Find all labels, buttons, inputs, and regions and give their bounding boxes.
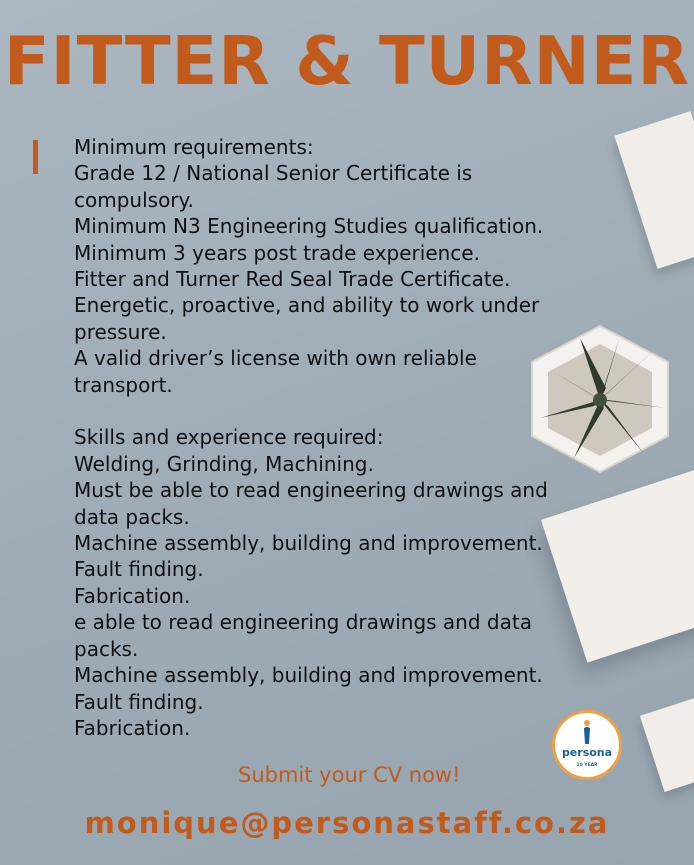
skill-line: packs.: [74, 636, 139, 661]
accent-bar: [33, 140, 38, 174]
paragraph-gap: [74, 398, 574, 424]
page-title: FITTER & TURNER: [3, 22, 691, 100]
requirement-line: Minimum 3 years post trade experience.: [74, 240, 480, 265]
skill-line: data packs.: [74, 504, 190, 529]
persona-logo: [552, 710, 622, 780]
skill-line: Fabrication.: [74, 715, 191, 740]
skill-line: Welding, Grinding, Machining.: [74, 451, 374, 476]
skill-line: Must be able to read engineering drawings and: [74, 478, 548, 503]
skill-line: Fabrication.: [74, 583, 191, 608]
logo-wordmark: persona: [561, 746, 613, 759]
requirement-line: compulsory.: [74, 187, 194, 212]
requirement-line: Grade 12 / National Senior Certificate is: [74, 161, 473, 186]
requirement-line: pressure.: [74, 319, 167, 344]
cta-text: Submit your CV now!: [238, 763, 461, 787]
logo-badge: 10 YEAR: [576, 763, 598, 768]
person-silhouette-icon: [581, 719, 593, 745]
skill-line: Fault finding.: [74, 689, 204, 714]
contact-email[interactable]: monique@personastaff.co.za: [84, 806, 610, 840]
requirements-heading: Minimum requirements:: [74, 135, 314, 159]
skills-heading: Skills and experience required:: [74, 425, 384, 450]
skill-line: Machine assembly, building and improvement.: [74, 663, 543, 688]
job-description: [74, 134, 574, 741]
requirement-line: Energetic, proactive, and ability to work under: [74, 293, 540, 318]
skill-line: Fault finding.: [74, 557, 204, 582]
skill-line: Machine assembly, building and improvement.: [74, 531, 543, 556]
skill-line: e able to read engineering drawings and data: [74, 610, 532, 635]
requirement-line: A valid driver’s license with own reliable: [74, 346, 477, 371]
requirement-line: Fitter and Turner Red Seal Trade Certificate.: [74, 267, 511, 292]
requirement-line: transport.: [74, 372, 173, 397]
requirement-line: Minimum N3 Engineering Studies qualification.: [74, 214, 544, 239]
